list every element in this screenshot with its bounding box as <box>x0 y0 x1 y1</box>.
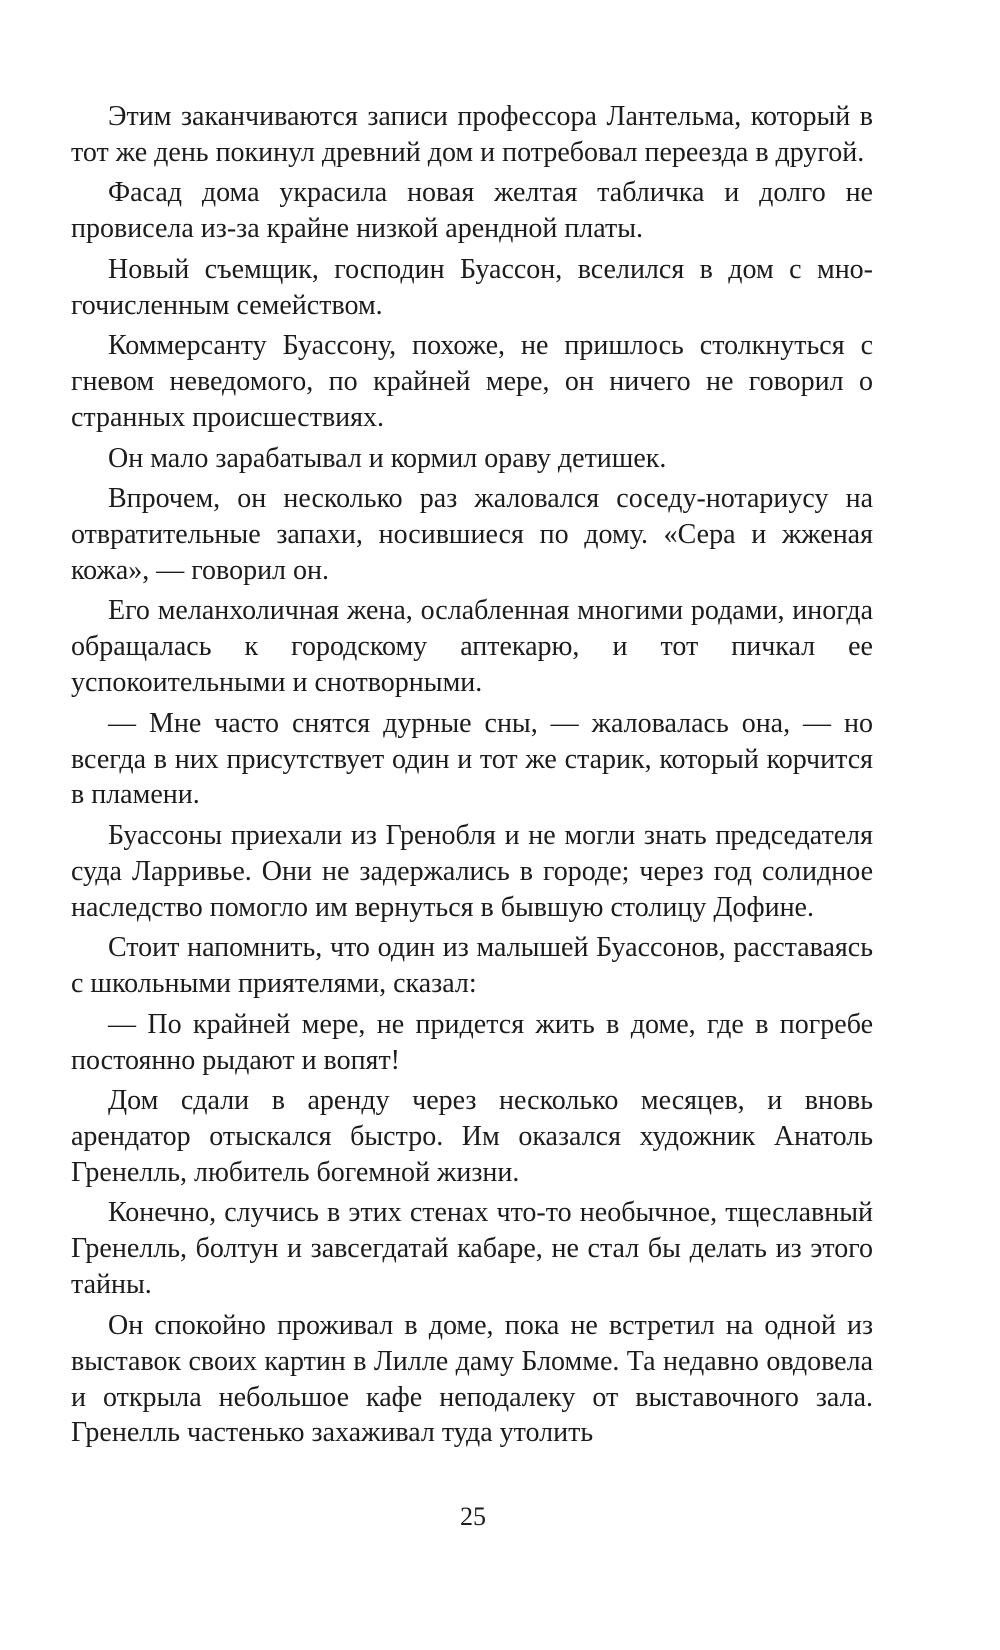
paragraph: Его меланхоличная жена, ослабленная многими родами, иногда обращалась к городскому аптекарю, и тот пичкал ее успокоительными и снотворными. <box>71 595 873 699</box>
dialogue-paragraph: — По крайней мере, не придется жить в доме, где в погребе постоянно рыдают и вопят! <box>71 1008 873 1076</box>
paragraph: Он мало зарабатывал и кормил ораву детишек. <box>108 442 667 474</box>
paragraph: Буассоны приехали из Гренобля и не могли знать председателя суда Ларривье. Они не задержались в городе; через год солидное наследство помогло им вернуться в бывшую столицу Дофине. <box>71 819 873 923</box>
page-number: 25 <box>460 1502 486 1531</box>
paragraph: Конечно, случись в этих стенах что-то необычное, тщеславный Гренелль, болтун и завсегдатай кабаре, не стал бы делать из этого тайны. <box>71 1197 873 1301</box>
paragraph: Стоит напомнить, что один из малышей Буассонов, расставаясь с школьными приятелями, сказал: <box>71 932 873 1000</box>
dialogue-paragraph: — Мне часто снятся дурные сны, — жаловалась она, — но всегда в них присутствует один и тот же старик, который корчится в пламени. <box>71 707 873 811</box>
paragraph: Впрочем, он несколько раз жаловался соседу-нотариусу на отвратительные запахи, носившиеся по дому. «Сера и жженая кожа», — говорил он. <box>71 483 873 586</box>
paragraph: Фасад дома украсила новая желтая табличка и долго не провисела из-за крайне низкой арендной платы. <box>71 177 873 245</box>
paragraph: Новый съемщик, господин Буассон, вселился в дом с многочисленным семейством. <box>71 253 873 321</box>
paragraph: Он спокойно проживал в доме, пока не встретил на одной из выставок своих картин в Лилле даму Бломме. Та недавно овдовела и открыла небольшое кафе неподалеку от выставочного зала. Гренелль частенько захаживал туда утолить <box>71 1309 873 1449</box>
paragraph: Дом сдали в аренду через несколько месяцев, и вновь арендатор отыскался быстро. Им оказался художник Анатоль Гренелль, любитель богемной жизни. <box>71 1085 873 1188</box>
body-text <box>71 99 873 1456</box>
paragraph: Этим заканчиваются записи профессора Лантельма, который в тот же день покинул древний дом и потребовал переезда в другой. <box>71 101 873 168</box>
paragraph: Коммерсанту Буассону, похоже, не пришлось столкнуться с гневом неведомого, по крайней мере, он ничего не говорил о странных происшествиях. <box>71 330 873 434</box>
